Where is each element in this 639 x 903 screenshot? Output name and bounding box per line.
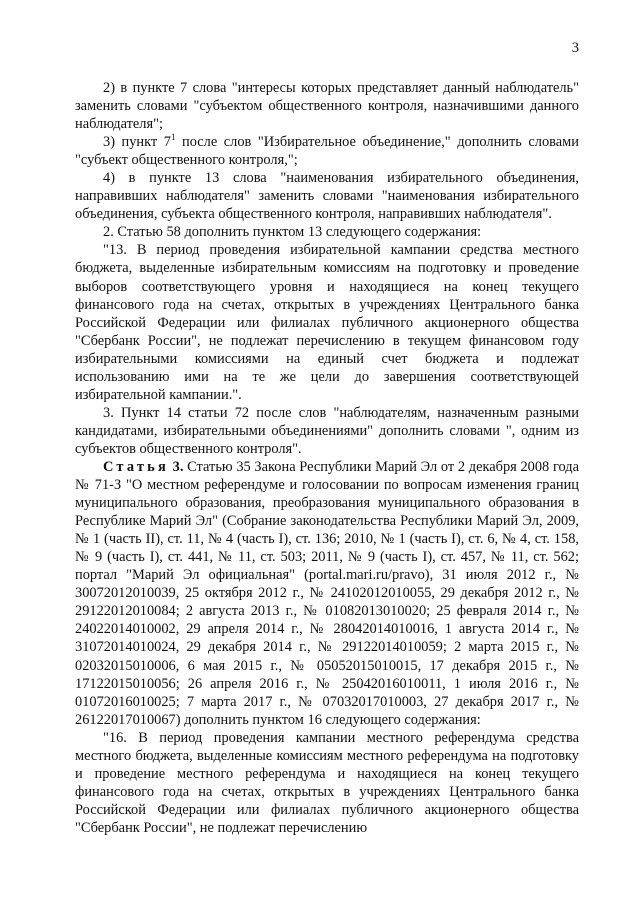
paragraph-item-3 [75,133,579,169]
paragraph-point-2: 2. Статью 58 дополнить пунктом 13 следующего содержания: [103,224,482,241]
paragraph-item-4: 4) в пункте 13 слова "наименования избирательного объединения, направивших наблюдателя" заменить словами "наименования избирательного объединения, субъекта общественного контроля, направивших наблюдателя". [75,170,579,223]
page-number: 3 [571,40,579,56]
document-body [75,79,579,837]
paragraph-point-3: 3. Пункт 14 статьи 72 после слов "наблюдателям, назначенным разными кандидатами, избирательными объединениями" дополнить словами ", одним из субъектов общественного контроля". [75,404,579,457]
paragraph-quote-16: "16. В период проведения кампании местного референдума средства местного бюджета, выделенные комиссиям местного референдума на подготовку и проведение местного референдума и находящиеся на конец текущего финансового года на счетах, открытых в учреждениях Центрального банка Российской Федерации или филиалах публичного акционерного общества "Сбербанк России", не подлежат перечислению [75,729,579,836]
superscript-index: 1 [170,132,176,143]
article-label [103,459,183,475]
paragraph-article-3 [75,458,579,729]
paragraph-quote-13: "13. В период проведения избирательной кампании средства местного бюджета, выделенные избирательным комиссиям на подготовку и проведение выборов соответствующего уровня и находящиеся на конец текущего финансового года на счетах, открытых в учреждениях Центрального банка Российской Федерации или филиалах публичного акционерного общества "Сбербанк России", не подлежат перечислению в текущем финансовом году избирательными комиссиями на единый счет бюджета и подлежат использованию ими на те же цели до завершения соответствующей избирательной кампании.". [75,242,579,403]
article-word: Статья [103,458,169,475]
article-number: 3. [168,458,184,475]
paragraph-item-3-end: после слов "Избирательное объединение," дополнить словами "субъект общественного контроля,"; [75,134,579,169]
paragraph-item-3-start: 3) пункт 7 [103,134,171,151]
article-text: Статью 35 Закона Республики Марий Эл от 2 декабря 2008 года № 71-З "О местном референдуме и голосовании по вопросам изменения границ муниципального образования, преобразования муниципального образования в Республике Марий Эл" (Собрание законодательства Республики Марий Эл, 2009, № 1 (часть II), ст. 11, № 4 (часть I), ст. 136; 2010, № 1 (часть I), ст. 6, № 4, ст. 158, № 9 (часть I), ст. 441, № 11, ст. 503; 2011, № 9 (часть I), ст. 457, № 11, ст. 562; портал "Марий Эл официальная" (portal.mari.ru/pravo), 31 июля 2012 г., № 30072012010039, 25 октября 2012 г., № 24102012010055, 29 декабря 2012 г., № 29122012010084; 2 августа 2013 г., № 01082013010020; 25 февраля 2014 г., № 24022014010002, 29 апреля 2014 г., № 28042014010016, 1 августа 2014 г., № 31072014010024, 29 декабря 2014 г., № 29122014010059; 2 марта 2015 г., № 02032015010006, 6 мая 2015 г., № 05052015010015, 17 декабря 2015 г., № 17122015010056; 26 апреля 2016 г., № 25042016010011, 1 июля 2016 г., № 01072016010025; 7 марта 2017 г., № 07032017010003, 27 декабря 2017 г., № 26122017010067) дополнить пунктом 16 следующего содержания: [75,458,579,728]
paragraph-item-2: 2) в пункте 7 слова "интересы которых представляет данный наблюдатель" заменить словами "субъектом общественного контроля, назначившими данного наблюдателя"; [75,80,579,133]
